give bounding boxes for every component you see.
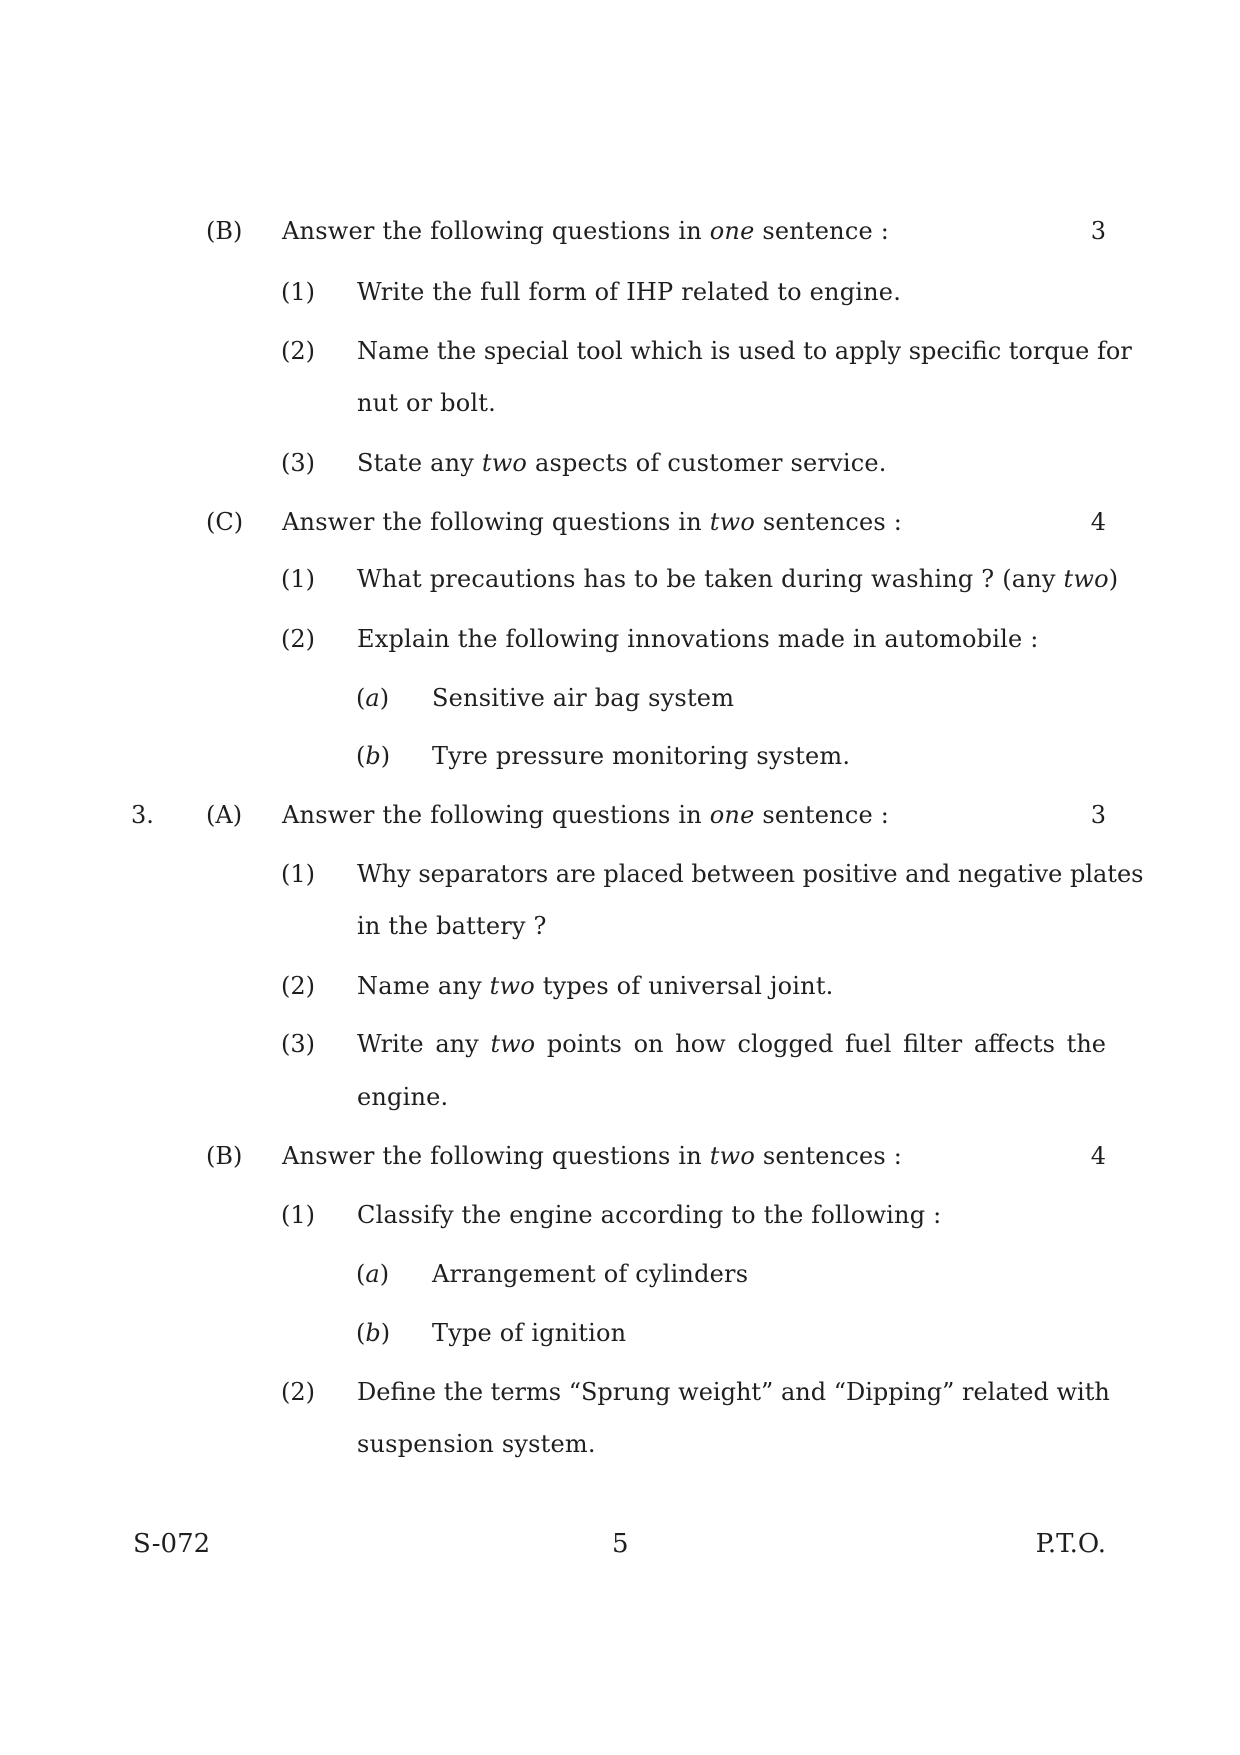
q2c-item2-sub-b-letter: (b) [356,742,391,770]
page-number: 5 [612,1529,629,1559]
q3b-item1-sub-a-letter: (a) [356,1260,390,1288]
q3a-label: (A) [206,801,243,829]
q3a-item3-text: Write any two points on how clogged fuel filter affects the [357,1030,1106,1058]
q3a-instruction: Answer the following questions in one sentence : [282,801,889,829]
q3a-item3-num: (3) [281,1030,315,1058]
q2b-instruction: Answer the following questions in one sentence : [282,217,889,245]
q2c-item2-text: Explain the following innovations made in automobile : [357,625,1039,653]
paper-code: S-072 [133,1529,211,1559]
q3b-marks: 4 [1090,1142,1106,1170]
q3b-item1-sub-b-letter: (b) [356,1319,391,1347]
q3a-item3-text-cont: engine. [357,1083,449,1111]
q2c-instruction: Answer the following questions in two sentences : [282,508,903,536]
q2c-label: (C) [206,508,244,536]
q3a-item2-num: (2) [281,972,315,1000]
q2c-item2-sub-a-text: Sensitive air bag system [432,684,735,712]
q3b-item1-sub-b-text: Type of ignition [432,1319,627,1347]
q2c-item1-num: (1) [281,565,315,593]
q3b-item2-text: Define the terms “Sprung weight” and “Dipping” related with [357,1378,1110,1406]
q2b-item1-num: (1) [281,278,315,306]
q3a-item1-text: Why separators are placed between positive and negative plates [357,860,1144,888]
q2b-label: (B) [206,217,243,245]
q3-number: 3. [131,801,154,829]
q2c-item2-num: (2) [281,625,315,653]
q2c-item2-sub-b-text: Tyre pressure monitoring system. [432,742,851,770]
q2b-item3-text: State any two aspects of customer service. [357,449,887,477]
q2c-marks: 4 [1090,508,1106,536]
q2b-item2-text-cont: nut or bolt. [357,389,496,417]
q3a-item1-text-cont: in the battery ? [357,912,547,940]
q3b-item2-text-cont: suspension system. [357,1430,596,1458]
q3b-instruction: Answer the following questions in two sentences : [282,1142,903,1170]
q2b-item2-text: Name the special tool which is used to apply specific torque for [357,337,1132,365]
q2c-item1-text: What precautions has to be taken during washing ? (any two) [357,565,1119,593]
q3a-item2-text: Name any two types of universal joint. [357,972,834,1000]
q2b-item2-num: (2) [281,337,315,365]
q3b-item2-num: (2) [281,1378,315,1406]
q3b-label: (B) [206,1142,243,1170]
q2c-item2-sub-a-letter: (a) [356,684,390,712]
q2b-item3-num: (3) [281,449,315,477]
q3b-item1-num: (1) [281,1201,315,1229]
please-turn-over: P.T.O. [1035,1529,1106,1559]
q3b-item1-text: Classify the engine according to the following : [357,1201,942,1229]
q2b-item1-text: Write the full form of IHP related to engine. [357,278,902,306]
q3b-item1-sub-a-text: Arrangement of cylinders [432,1260,749,1288]
q2b-marks: 3 [1090,217,1106,245]
q3a-marks: 3 [1090,801,1106,829]
q3a-item1-num: (1) [281,860,315,888]
